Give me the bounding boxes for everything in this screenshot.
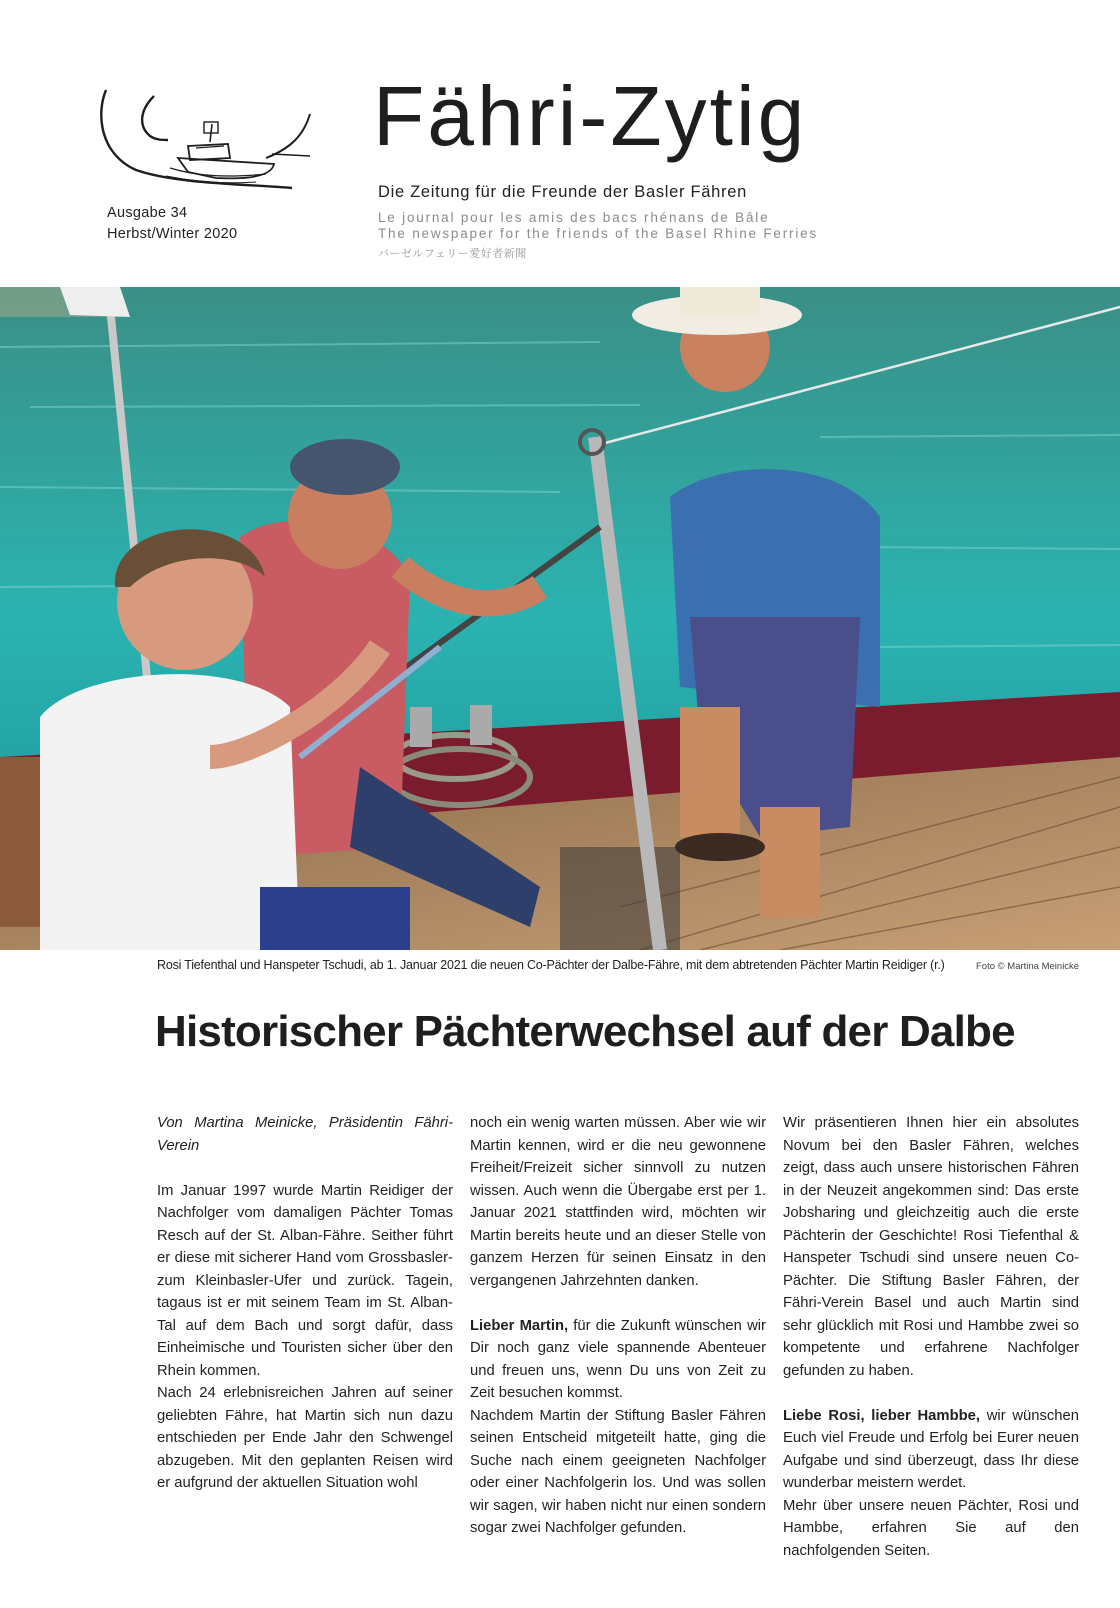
cover-photo bbox=[0, 287, 1120, 950]
greeting-martin: Lieber Martin, bbox=[470, 1317, 569, 1334]
article-paragraph: Lieber Martin, für die Zukunft wünschen wir Dir noch ganz viele spannende Abenteuer und freuen uns, wenn Du uns von Zeit zu Zeit besuchen kommst. bbox=[470, 1317, 766, 1401]
article-byline: Von Martina Meinicke, Präsidentin Fähri-Verein bbox=[157, 1115, 453, 1154]
article-column-2 bbox=[470, 1112, 766, 1540]
photo-caption: Rosi Tiefenthal und Hanspeter Tschudi, ab 1. Januar 2021 die neuen Co-Pächter der Dalbe-Fähre, mit dem abtretenden Pächter Martin Reidiger (r.) bbox=[157, 958, 945, 972]
article-paragraph-continued: noch ein wenig warten müssen. Aber wie wir Martin kennen, wird er die neu gewonnene Freiheit/Freizeit sicher sinnvoll zu nutzen wissen. Auch wenn die Übergabe erst per 1. Januar 2021 stattfinden wird, möchten wir Martin bereits heute und an dieser Stelle von ganzem Herzen für seinen Einsatz in den vergangenen Jahrzehnten danken. bbox=[470, 1115, 766, 1289]
article-paragraph-continued: Wir präsentieren Ihnen hier ein absolutes Novum bei den Basler Fähren, welches zeigt, dass auch unsere historischen Fähren in der Neuzeit angekommen sind: Das erste Jobsharing und gleichzeitig auch die erste Pächterin der Geschichte! Rosi Tiefenthal & Hanspeter Tschudi sind unsere neuen Co-Pächter. Die Stiftung Basler Fähren, der Fähri-Verein Basel und auch Martin sind sehr glücklich mit Rosi und Hambbe zwei so kompetente und erfahrene Nachfolger gefunden zu haben. bbox=[783, 1115, 1079, 1379]
photo-credit: Foto © Martina Meinicke bbox=[976, 961, 1080, 972]
subtitle-french: Le journal pour les amis des bacs rhénans de Bâle bbox=[378, 210, 770, 225]
subtitle-english: The newspaper for the friends of the Basel Rhine Ferries bbox=[378, 226, 818, 241]
article-paragraph: Nachdem Martin der Stiftung Basler Fähren seinen Entscheid mitgeteilt hatte, ging die Suche nach einem geeigneten Nachfolger oder einer Nachfolgerin los. Und was sollen wir sagen, wir haben nicht nur einen sondern sogar zwei Nachfolger gefunden. bbox=[470, 1407, 766, 1536]
article-paragraph: Liebe Rosi, lieber Hambbe, wir wünschen Euch viel Freude und Erfolg bei Eurer neuen Aufgabe und sind überzeugt, dass Ihr diese wunderbar meistern werdet. bbox=[783, 1407, 1079, 1491]
article-paragraph: Nach 24 erlebnisreichen Jahren auf seiner geliebten Fähre, hat Martin sich nun dazu entschieden per Ende Jahr den Schwengel abzugeben. Mit den geplanten Reisen wird er aufgrund der aktuellen Situation wohl bbox=[157, 1385, 453, 1491]
issue-number: Ausgabe 34 bbox=[107, 205, 188, 221]
article-paragraph: Im Januar 1997 wurde Martin Reidiger der Nachfolger vom damaligen Pächter Tomas Resch auf der St. Alban-Fähre. Seither führt er diese mit sicherer Hand vom Grossbasler- zum Kleinbasler-Ufer und zurück. Tagein, tagaus ist er mit seinem Team im St. Alban-Tal auf dem Bach und sorgt dafür, dass Einheimische und Touristen sicher über den Rhein kommen. bbox=[157, 1182, 453, 1379]
article-headline: Historischer Pächterwechsel auf der Dalbe bbox=[155, 1007, 1015, 1056]
article-column-3 bbox=[783, 1112, 1079, 1562]
issue-season: Herbst/Winter 2020 bbox=[107, 226, 238, 242]
subtitle-japanese: バーゼルフェリー愛好者新聞 bbox=[378, 248, 527, 260]
greeting-rosi-hambbe: Liebe Rosi, lieber Hambbe, bbox=[783, 1407, 980, 1424]
subtitle-german: Die Zeitung für die Freunde der Basler Fähren bbox=[378, 183, 748, 201]
issue-info bbox=[107, 203, 237, 245]
article-column-1 bbox=[157, 1112, 453, 1495]
ferry-logo bbox=[96, 84, 321, 200]
article-paragraph: Mehr über unsere neuen Pächter, Rosi und Hambbe, erfahren Sie auf den nachfolgenden Seiten. bbox=[783, 1497, 1079, 1559]
masthead-title: Fähri-Zytig bbox=[373, 69, 808, 163]
